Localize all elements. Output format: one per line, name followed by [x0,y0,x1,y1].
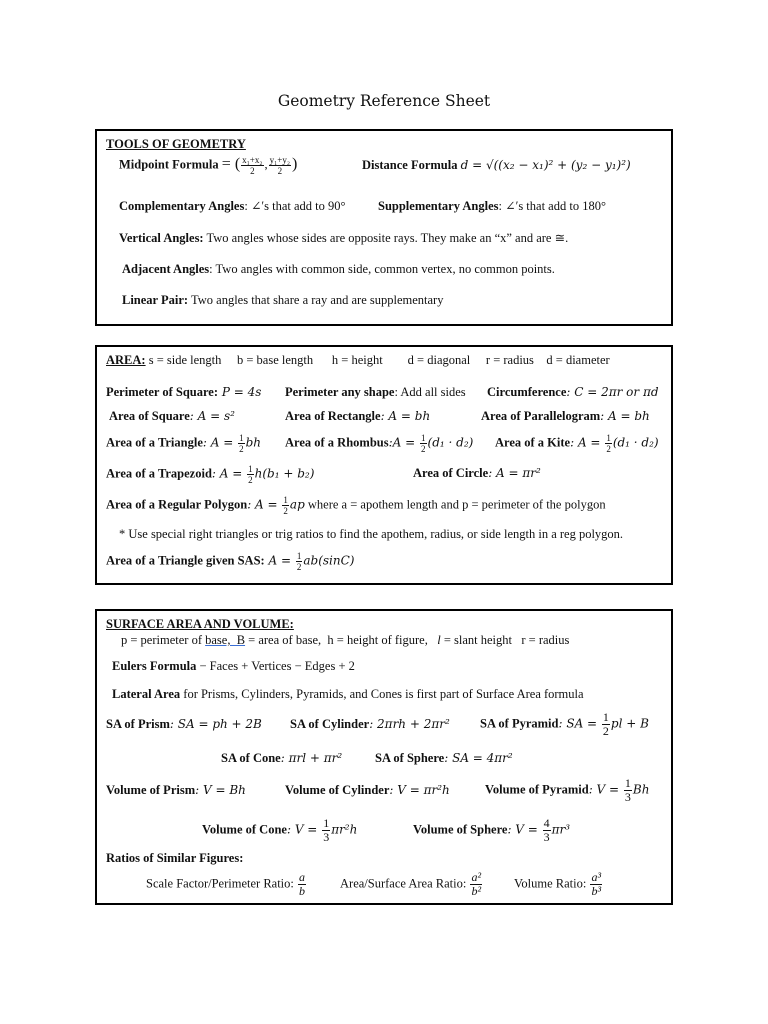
adj-text: : Two angles with common side, common vertex, no common points. [209,262,555,276]
half-frac: $\frac{1}{2}$ [239,433,244,454]
half-frac: $\frac{1}{2}$ [421,433,426,454]
half-frac: $\frac{1}{2}$ [602,710,609,738]
area-parallelogram: Area of Parallelogram: A = bh [481,409,650,423]
midpoint-x-frac: $\frac{\text{x₁+x₂}}{2}$ [242,155,263,176]
midpoint-formula: Midpoint Formula = ( $\frac{\text{x₁+x₂}}{2}$ , $\frac{\text{y₁+y₂}}{2}$ ) [119,155,298,176]
area-kite: Area of a Kite: A = $\frac{1}{2}$ (d₁ · d₂) [495,433,659,454]
a3-over-b3-frac: $\frac{\text{a³}}{\text{b³}}$ [591,870,602,898]
page-title: Geometry Reference Sheet [277,92,491,110]
midpoint-eq: = ( [221,155,241,173]
lin-label: Linear Pair: [122,293,189,307]
area-circle: Area of Circle: A = πr² [413,466,541,480]
sa-cylinder: SA of Cylinder: 2πrh + 2πr² [290,717,450,731]
adj-label: Adjacent Angles [122,262,210,276]
vert-label: Vertical Angles: [119,231,204,245]
perimeter-any-shape: Perimeter any shape: Add all sides [285,385,466,399]
volume-prism: Volume of Prism: V = Bh [106,783,246,797]
supp-text: : ∠′s that add to 180° [498,199,606,213]
circumference: Circumference: C = 2πr or πd [487,385,659,399]
area-regular-polygon: Area of a Regular Polygon: A = $\frac{1}{2}$ ap where a = apothem length and p = perimeter of the polygon [106,495,606,516]
half-frac: $\frac{1}{2}$ [248,464,253,485]
volume-ratio: Volume Ratio: $\frac{\text{a³}}{\text{b³}}$ [514,870,602,898]
half-frac: $\frac{1}{2}$ [283,495,288,516]
perimeter-square: Perimeter of Square: P = 4s [106,385,262,399]
tools-heading: TOOLS OF GEOMETRY [106,137,246,151]
adjacent-angles [122,262,555,277]
distance-formula [362,158,631,173]
sa-cone: SA of Cone: πrl + πr² [221,751,343,765]
area-triangle-sas: Area of a Triangle given SAS: A = $\frac{1}{2}$ ab(sinC) [106,551,355,572]
sa-pyramid: SA of Pyramid: SA = $\frac{1}{2}$ pl + B [480,710,649,738]
a-over-b-frac: $\frac{a}{b}$ [299,870,305,898]
lin-text: Two angles that share a ray and are supplementary [188,293,444,307]
area-square: Area of Square: A = s² [109,409,235,423]
supp-label: Supplementary Angles [378,199,499,213]
area-trapezoid: Area of a Trapezoid: A = $\frac{1}{2}$ h(b₁ + b₂) [106,464,315,485]
half-frac: $\frac{1}{2}$ [606,433,611,454]
eulers-formula: Eulers Formula − Faces + Vertices − Edges + 2 [112,659,355,673]
scale-factor-ratio: Scale Factor/Perimeter Ratio: $\frac{a}{b}$ [146,870,305,898]
sa-sphere: SA of Sphere: SA = 4πr² [375,751,513,765]
area-defs-row [106,353,610,368]
area-rhombus: Area of a Rhombus:A = $\frac{1}{2}$ (d₁ · d₂) [285,433,474,454]
a2-over-b2-frac: $\frac{\text{a²}}{\text{b²}}$ [471,870,482,898]
vertical-angles [119,230,568,246]
third-frac: $\frac{1}{3}$ [323,816,330,844]
third-frac: $\frac{1}{3}$ [624,776,631,804]
linear-pair [122,293,443,308]
volume-sphere: Volume of Sphere: V = $\frac{4}{3}$ πr³ [413,816,571,844]
midpoint-label: Midpoint Formula [119,157,219,172]
area-triangle: Area of a Triangle: A = $\frac{1}{2}$ bh [106,433,262,454]
sa-prism: SA of Prism: SA = ph + 2B [106,717,262,731]
four-thirds-frac: $\frac{4}{3}$ [543,816,550,844]
comp-text: : ∠′s that add to 90° [244,199,346,213]
area-section [95,345,673,585]
area-rectangle: Area of Rectangle: A = bh [285,409,431,423]
volume-pyramid: Volume of Pyramid: V = $\frac{1}{3}$ Bh [485,776,650,804]
volume-cylinder: Volume of Cylinder: V = πr²h [285,783,450,797]
sa-defs: p = perimeter of base, B = area of base, h = height of figure, l = slant height r = radius [121,633,570,647]
surface-area-volume-section [95,609,673,905]
complementary-angles [119,198,346,214]
sa-heading: SURFACE AREA AND VOLUME: [106,617,294,631]
ratios-heading: Ratios of Similar Figures: [106,851,244,865]
distance-eq: d = √((x₂ − x₁)² + (y₂ − y₁)²) [460,158,631,172]
tools-of-geometry-section [95,129,673,326]
vert-text: Two angles whose sides are opposite rays. They make an “x” and are ≅. [203,231,569,245]
apothem-note: * Use special right triangles or trig ratios to find the apothem, radius, or side length in a reg polygon. [119,527,624,541]
half-frac: $\frac{1}{2}$ [296,551,302,572]
midpoint-y-frac: $\frac{\text{y₁+y₂}}{2}$ [269,155,290,176]
distance-label: Distance Formula [362,158,458,172]
comp-label: Complementary Angles [119,199,245,213]
volume-cone: Volume of Cone: V = $\frac{1}{3}$ πr²h [202,816,358,844]
area-ratio: Area/Surface Area Ratio: $\frac{\text{a²}}{\text{b²}}$ [340,870,482,898]
area-defs: s = side length b = base length h = height d = diagonal r = radius d = diameter [148,353,610,367]
lateral-area: Lateral Area for Prisms, Cylinders, Pyramids, and Cones is first part of Surface Area formula [112,687,584,701]
area-heading: AREA: [106,353,146,367]
supplementary-angles [378,198,606,214]
